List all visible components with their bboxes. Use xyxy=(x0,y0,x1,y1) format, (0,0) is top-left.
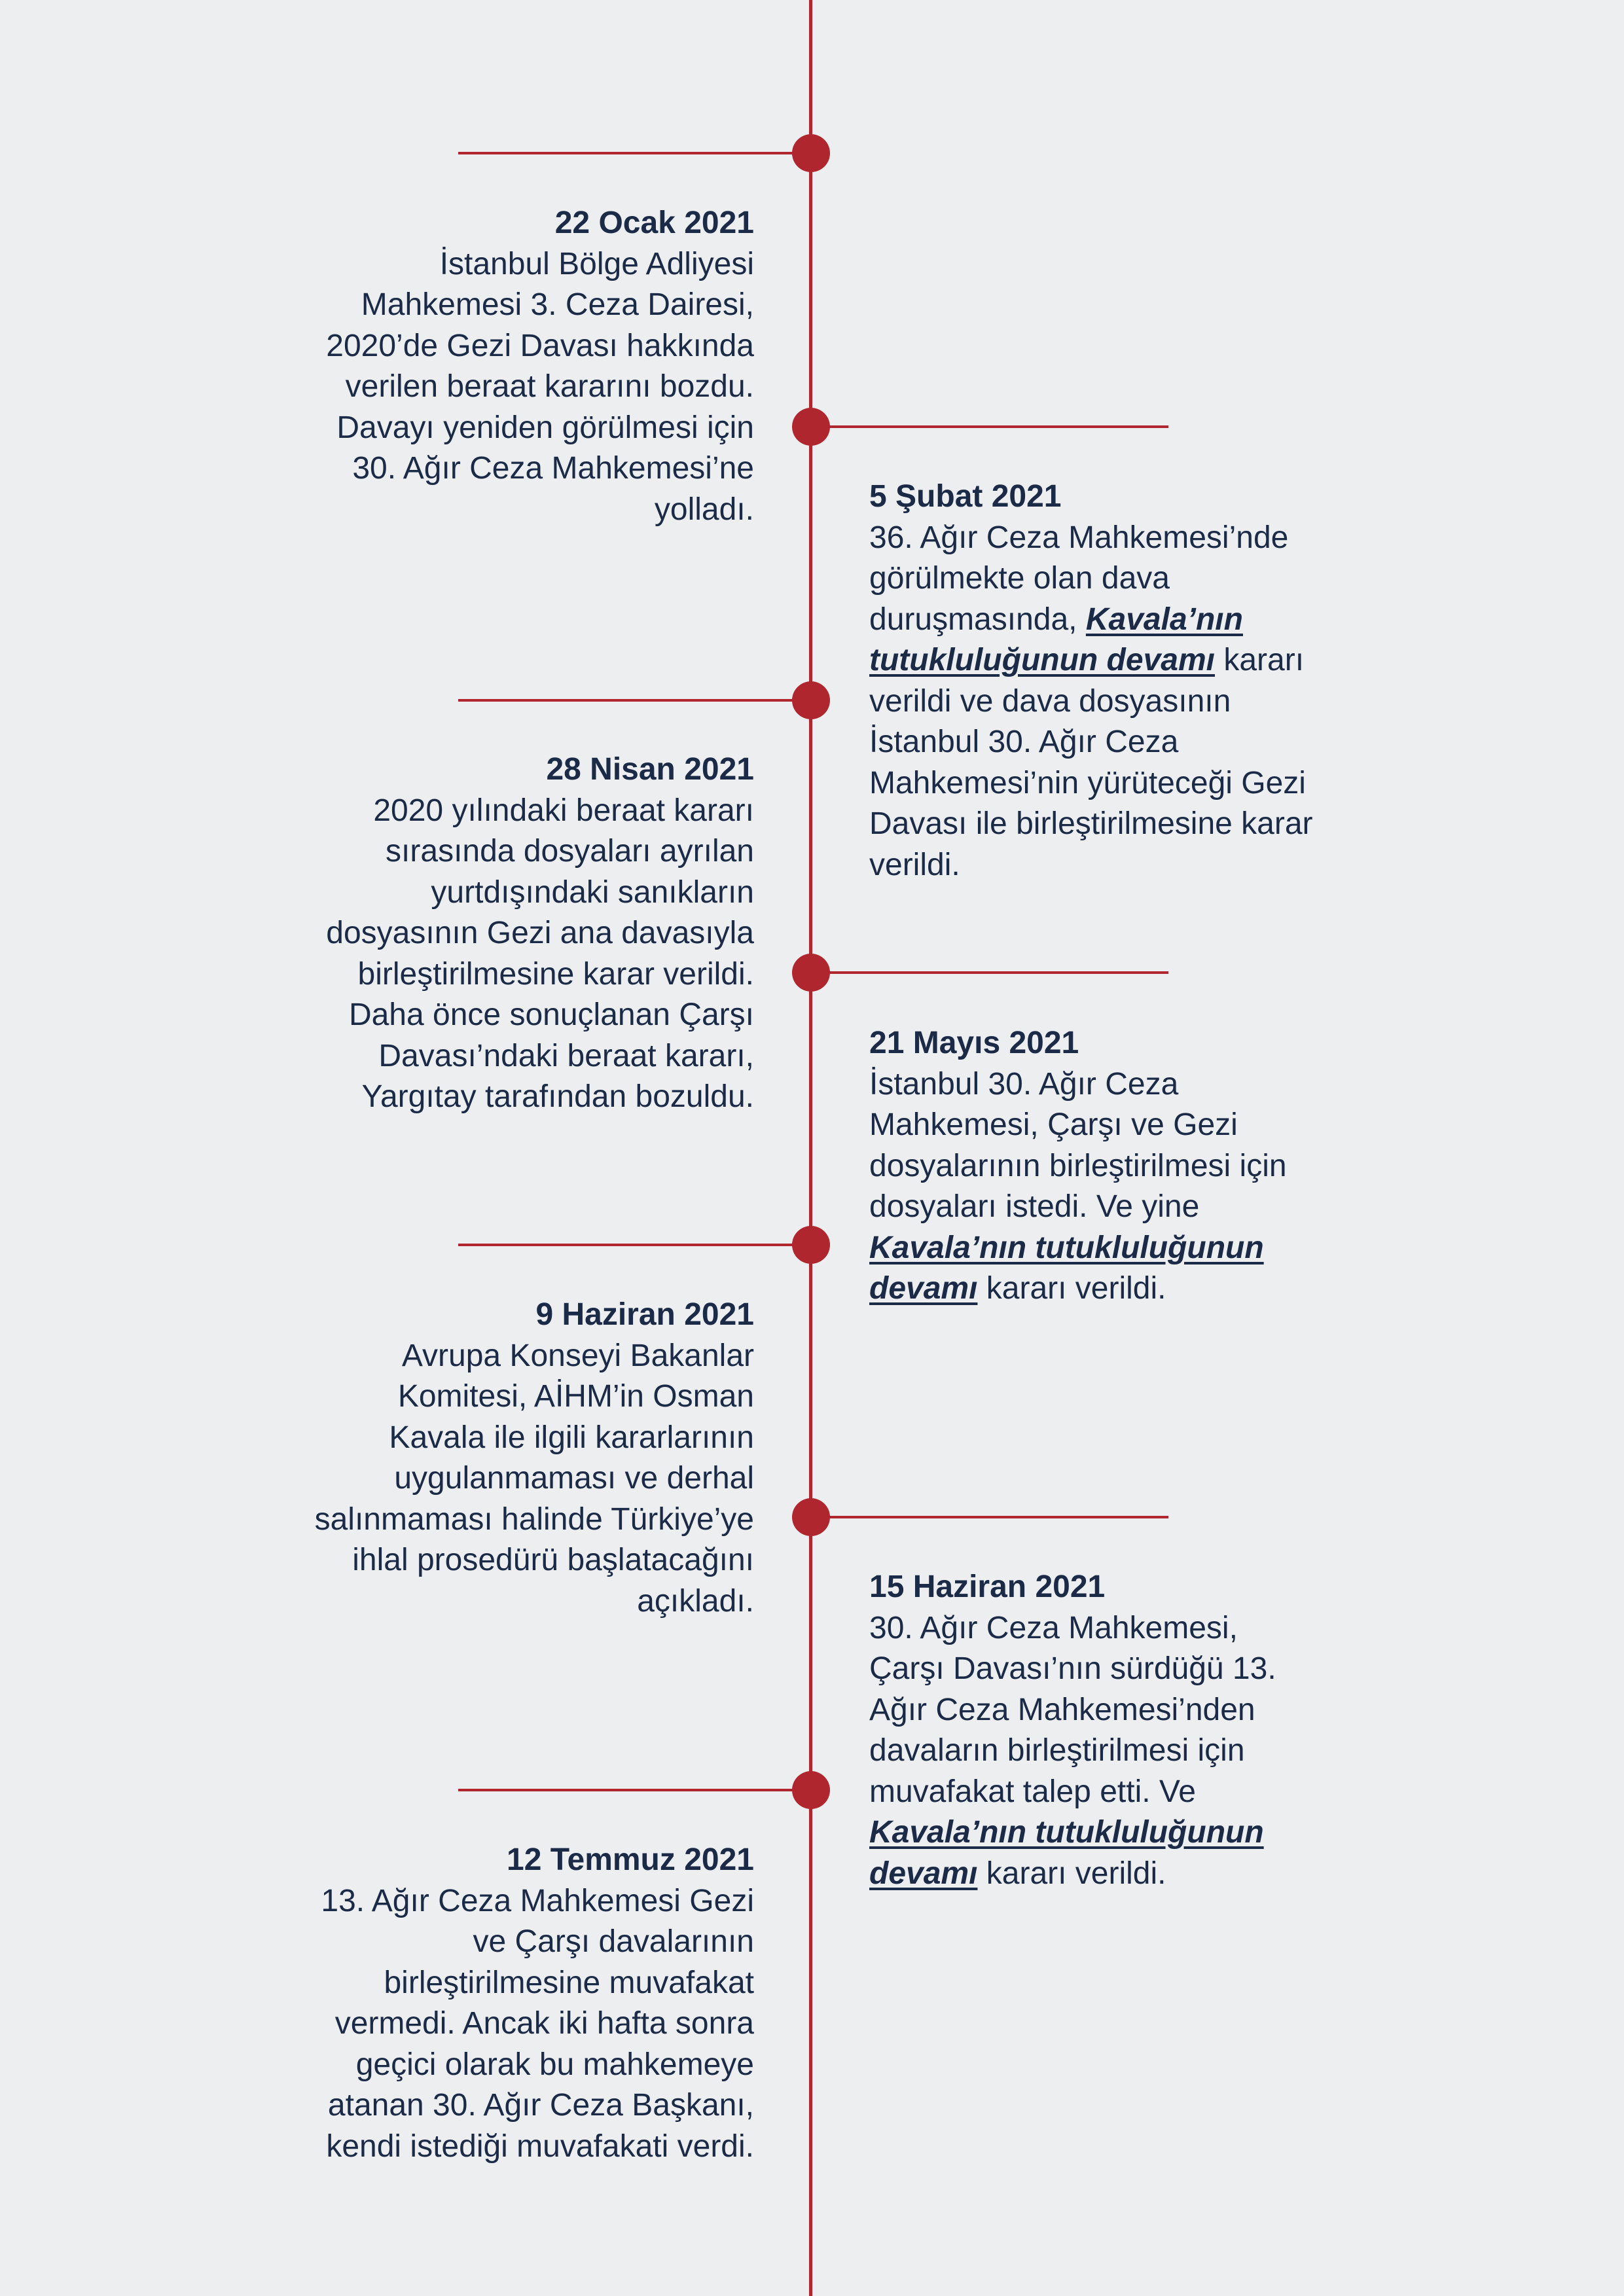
timeline-marker xyxy=(792,954,830,992)
event-description xyxy=(869,1064,1314,1310)
event-emphasis: Kavala’nın tutukluluğunun devamı xyxy=(869,1815,1264,1891)
timeline-marker xyxy=(792,1498,830,1536)
timeline-marker xyxy=(792,408,830,446)
timeline-event xyxy=(309,203,754,530)
connector-line xyxy=(458,152,812,154)
event-text: kararı verildi ve dava dosyasının İstanbul 30. Ağır Ceza Mahkemesi’nin yürüteceği Gezi Davası ile birleştirilmesine karar verildi. xyxy=(869,643,1313,882)
timeline-event xyxy=(869,1023,1314,1310)
connector-line xyxy=(458,1789,812,1791)
event-date: 21 Mayıs 2021 xyxy=(869,1026,1079,1060)
event-description xyxy=(309,244,754,531)
connector-line xyxy=(812,1516,1168,1518)
event-description xyxy=(309,791,754,1118)
event-date: 12 Temmuz 2021 xyxy=(507,1842,754,1877)
event-emphasis: Kavala’nın tutukluluğunun devamı xyxy=(869,601,1243,677)
event-text: 2020 yılındaki beraat kararı sırasında dosyaları ayrılan yurtdışındaki sanıkların dosyasının Gezi ana davasıyla birleştirilmesine karar verildi. Daha önce sonuçlanan Çarşı Davası’ndaki beraat kararı, Yargıtay tarafından bozuldu. xyxy=(326,793,754,1114)
timeline-marker xyxy=(792,134,830,172)
event-description xyxy=(309,1336,754,1623)
event-text: kararı verildi. xyxy=(986,1271,1166,1306)
timeline-event xyxy=(869,1567,1314,1894)
event-description xyxy=(869,1608,1314,1895)
connector-line xyxy=(458,1244,812,1246)
timeline-marker xyxy=(792,1226,830,1264)
timeline-axis-tip xyxy=(809,0,812,151)
event-date: 9 Haziran 2021 xyxy=(535,1297,754,1332)
event-text: İstanbul 30. Ağır Ceza Mahkemesi, Çarşı ve Gezi dosyalarının birleştirilmesi için dosyaları istedi. Ve yine xyxy=(869,1066,1287,1224)
event-date: 22 Ocak 2021 xyxy=(554,206,754,240)
event-date: 28 Nisan 2021 xyxy=(546,752,754,787)
connector-line xyxy=(812,971,1168,974)
event-text: kararı verildi. xyxy=(986,1856,1166,1891)
timeline-marker xyxy=(792,681,830,719)
event-text: 36. Ağır Ceza Mahkemesi’nde görülmekte olan dava duruşmasında, xyxy=(869,520,1289,637)
event-text: Avrupa Konseyi Bakanlar Komitesi, AİHM’in Osman Kavala ile ilgili kararlarının uygulanmaması ve derhal salınmaması halinde Türkiye’ye ihlal prosedürü başlatacağını açıkladı. xyxy=(314,1338,754,1619)
timeline-marker xyxy=(792,1771,830,1809)
connector-line xyxy=(812,425,1168,428)
timeline-event xyxy=(869,476,1314,886)
timeline-event xyxy=(309,1840,754,2167)
event-date: 15 Haziran 2021 xyxy=(869,1570,1106,1604)
event-description xyxy=(309,1881,754,2168)
event-text: İstanbul Bölge Adliyesi Mahkemesi 3. Ceza Dairesi, 2020’de Gezi Davası hakkında verilen beraat kararını bozdu. Davayı yeniden görülmesi için 30. Ağır Ceza Mahkemesi’ne yolladı. xyxy=(326,246,754,527)
event-description xyxy=(869,518,1314,886)
connector-line xyxy=(458,699,812,702)
timeline-event xyxy=(309,1295,754,1622)
event-emphasis: Kavala’nın tutukluluğunun devamı xyxy=(869,1230,1264,1306)
event-text: 30. Ağır Ceza Mahkemesi, Çarşı Davası’nın sürdüğü 13. Ağır Ceza Mahkemesi’nden davaların birleştirilmesi için muvafakat talep etti. Ve xyxy=(869,1610,1276,1809)
event-date: 5 Şubat 2021 xyxy=(869,479,1062,514)
timeline-event xyxy=(309,749,754,1118)
event-text: 13. Ağır Ceza Mahkemesi Gezi ve Çarşı davalarının birleştirilmesine muvafakat vermedi. Ancak iki hafta sonra geçici olarak bu mahkemeye atanan 30. Ağır Ceza Başkanı, kendi istediği muvafakati verdi. xyxy=(321,1883,754,2164)
timeline-axis xyxy=(809,0,812,2296)
